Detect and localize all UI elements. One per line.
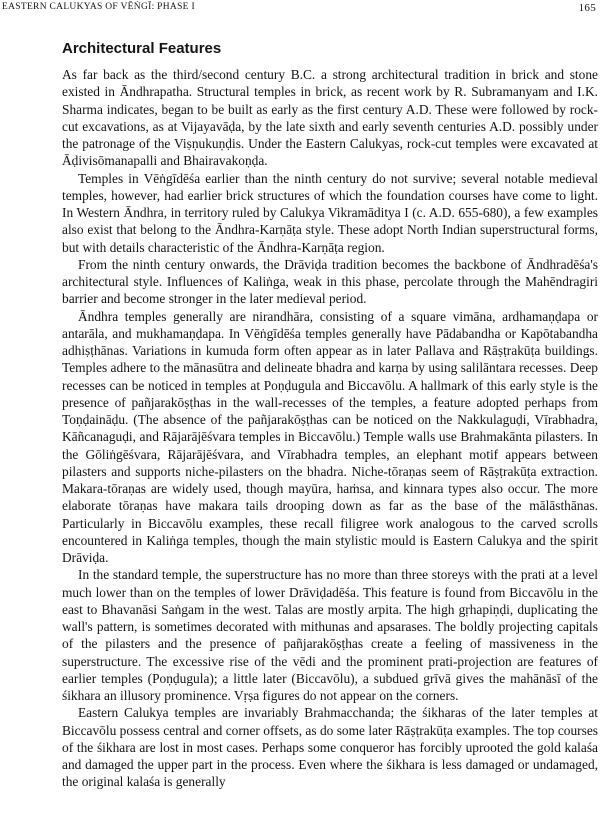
paragraph: Āndhra temples generally are nirandhāra, consisting of a square vimāna, ardhamaṇḍapa or antarāla, and mukhamaṇḍapa. In Vēṅgīdēśa temples generally have Pādabandha or Kapōtabandha adhiṣṭhānas. Variations in kumuda form often appear as in later Pallava and Rāṣṭrakūṭa buildings. Temples adhere to the mānasūtra and delineate bhadra and karṇa by using salilāntara recesses. Deep recesses can be noticed in temples at Poṇḍugula and Biccavōlu. A hallmark of this early style is the presence of pañjarakōṣṭhas in the wall-recesses of the temples, a feature adopted perhaps from Toṇḍaināḍu. (The absence of the pañjarakōṣṭhas can be noticed on the Nakkulaguḍi, Vīrabhadra, Kāñcanaguḍi, and Rājarājēśvara temples in Biccavōlu.) Temple walls use Brahmakānta pilasters. In the Gōliṅgēśvara, Rājarājēśvara, and Vīrabhadra temples, an elephant motif appears between pilasters and supports niche-pilasters on the bhadra. Niche-tōraṇas seem of Rāṣṭrakūṭa extraction. Makara-tōraṇas are widely used, though mayūra, haṁsa, and kinnara types also occur. The more elaborate tōraṇas have makara tails drooping down as far as the base of the mālāsthānas. Particularly in Biccavōlu examples, these recall filigree work analogous to the carved scrolls encountered in Kaliṅga temples, though the main stylistic mould is Eastern Calukya and the spirit Drāviḍa. [62, 308, 598, 565]
paragraph: From the ninth century onwards, the Drāviḍa tradition becomes the backbone of Āndhradēśa's architectural style. Influences of Kaliṅga, weak in this phase, percolate through the Mahēndragiri barrier and become stronger in the later medieval period. [62, 256, 598, 307]
page-number: 165 [578, 2, 596, 14]
paragraph: Temples in Vēṅgīdēśa earlier than the ninth century do not survive; several notable medieval temples, however, had earlier brick structures of which the foundation courses have come to light. In Western Āndhra, in territory ruled by Calukya Vikramāditya I (c. A.D. 655-680), a few examples also exist that belong to the Āndhra-Karṇāṭa style. These adopt North Indian superstructural forms, but with details characteristic of the Āndhra-Karṇāṭa region. [62, 170, 598, 255]
running-header [2, 2, 598, 16]
body-text [62, 66, 598, 791]
running-title: EASTERN CALUKYAS OF VĒṄGĪ: PHASE I [2, 2, 195, 12]
paragraph: As far back as the third/second century B.C. a strong architectural tradition in brick and stone existed in Āndhrapatha. Structural temples in brick, as recent work by R. Subramanyam and I.K. Sharma indicates, began to be built as early as the first century A.D. These were followed by rock-cut excavations, as at Vijayavāḍa, by the late sixth and early seventh centuries A.D. possibly under the patronage of the Viṣṇukuṇḍis. Under the Eastern Calukyas, rock-cut temples were excavated at Āḍivisōmanapalli and Bhairavakoṇḍa. [62, 67, 598, 169]
paragraph: Eastern Calukya temples are invariably Brahmacchanda; the śikharas of the later temples at Biccavōlu possess central and corner offsets, as do some later Rāṣṭrakūṭa examples. The top courses of the śikhara are lost in most cases. Perhaps some conqueror has forcibly uprooted the gold kalaśa and damaged the upper part in the process. Even where the śikhara is less damaged or undamaged, the original kalaśa is generally [62, 705, 598, 790]
paragraph: In the standard temple, the superstructure has no more than three storeys with the prati at a level much lower than on the temples of lower Drāviḍadēśa. This feature is found from Biccavōlu in the east to Bhavanāsi Saṅgam in the west. Talas are mostly arpita. The high gṛhapiṇḍi, duplicating the wall's pattern, is sometimes decorated with mithunas and apsarases. The boldly projecting capitals of the pilasters and the presence of pañjarakōṣṭhas create a feeling of massiveness in the superstructure. The excessive rise of the vēdi and the prominent prati-projection are features of earlier temples (Poṇḍugula); a little later (Biccavōlu), a subdued grīvā gives the mahānāsī of the śikhara an illusory prominence. Vṛṣa figures do not appear on the corners. [62, 567, 598, 703]
section-heading: Architectural Features [62, 40, 222, 57]
